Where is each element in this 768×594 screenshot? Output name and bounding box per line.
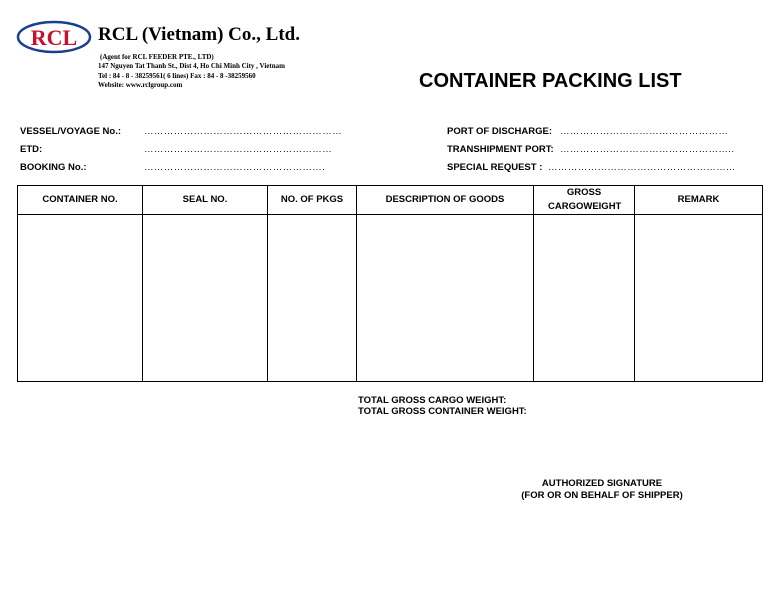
port-of-discharge-label: PORT OF DISCHARGE: [447, 126, 553, 137]
cell-remark[interactable] [635, 215, 763, 382]
table-row [18, 215, 763, 382]
on-behalf-of-shipper-label: (FOR OR ON BEHALF OF SHIPPER) [521, 490, 683, 501]
special-request-field[interactable]: ………………………………………………... [548, 162, 736, 173]
booking-no-label: BOOKING No.: [20, 162, 87, 173]
signature-block [520, 478, 684, 502]
cell-no-of-pkgs[interactable] [268, 215, 357, 382]
cell-container-no[interactable] [18, 215, 143, 382]
table-header-row [18, 186, 763, 215]
etd-label: ETD: [20, 144, 43, 155]
phone-fax-line: Tel : 84 - 8 - 38259561( 6 lines) Fax : 84 - 8 -38259560 [98, 71, 256, 80]
column-header-gross-cargoweight: GROSS CARGOWEIGHT [534, 186, 635, 215]
totals-block [358, 395, 527, 417]
booking-no-field[interactable]: ………………………………………………. [144, 162, 326, 173]
column-header-container-no: CONTAINER NO. [18, 186, 143, 215]
cell-description-of-goods[interactable] [357, 215, 534, 382]
website-line: Website: www.rclgroup.com [98, 80, 183, 89]
column-header-seal-no: SEAL NO. [143, 186, 268, 215]
authorized-signature-label: AUTHORIZED SIGNATURE [541, 478, 663, 489]
total-gross-container-weight-label: TOTAL GROSS CONTAINER WEIGHT: [358, 406, 527, 417]
transhipment-port-label: TRANSHIPMENT PORT: [447, 144, 554, 155]
vessel-voyage-field[interactable]: …………………………………………………… [144, 126, 342, 137]
total-gross-cargo-weight-label: TOTAL GROSS CARGO WEIGHT: [358, 395, 507, 406]
etd-field[interactable]: ………………………………………………… [144, 144, 333, 155]
agent-line: (Agent for RCL FEEDER PTE., LTD) [100, 53, 214, 61]
special-request-label: SPECIAL REQUEST : [447, 162, 543, 173]
company-info [98, 53, 285, 90]
cell-seal-no[interactable] [143, 215, 268, 382]
transhipment-port-field[interactable]: …………………………………………….. [560, 144, 735, 155]
company-name: RCL (Vietnam) Co., Ltd. [98, 24, 300, 45]
logo-text: RCL [30, 25, 78, 50]
cell-gross-cargoweight[interactable] [534, 215, 635, 382]
column-header-description-of-goods: DESCRIPTION OF GOODS [357, 186, 534, 215]
column-header-remark: REMARK [635, 186, 763, 215]
address-line: 147 Nguyen Tat Thanh St., Dist 4, Ho Chi Minh City , Vietnam [98, 62, 285, 71]
column-header-no-of-pkgs: NO. OF PKGS [268, 186, 357, 215]
packing-table [17, 185, 763, 382]
port-of-discharge-field[interactable]: …………………………………………… [560, 126, 729, 137]
document-title: CONTAINER PACKING LIST [419, 70, 682, 92]
vessel-voyage-label: VESSEL/VOYAGE No.: [20, 126, 122, 137]
rcl-logo [16, 20, 92, 54]
